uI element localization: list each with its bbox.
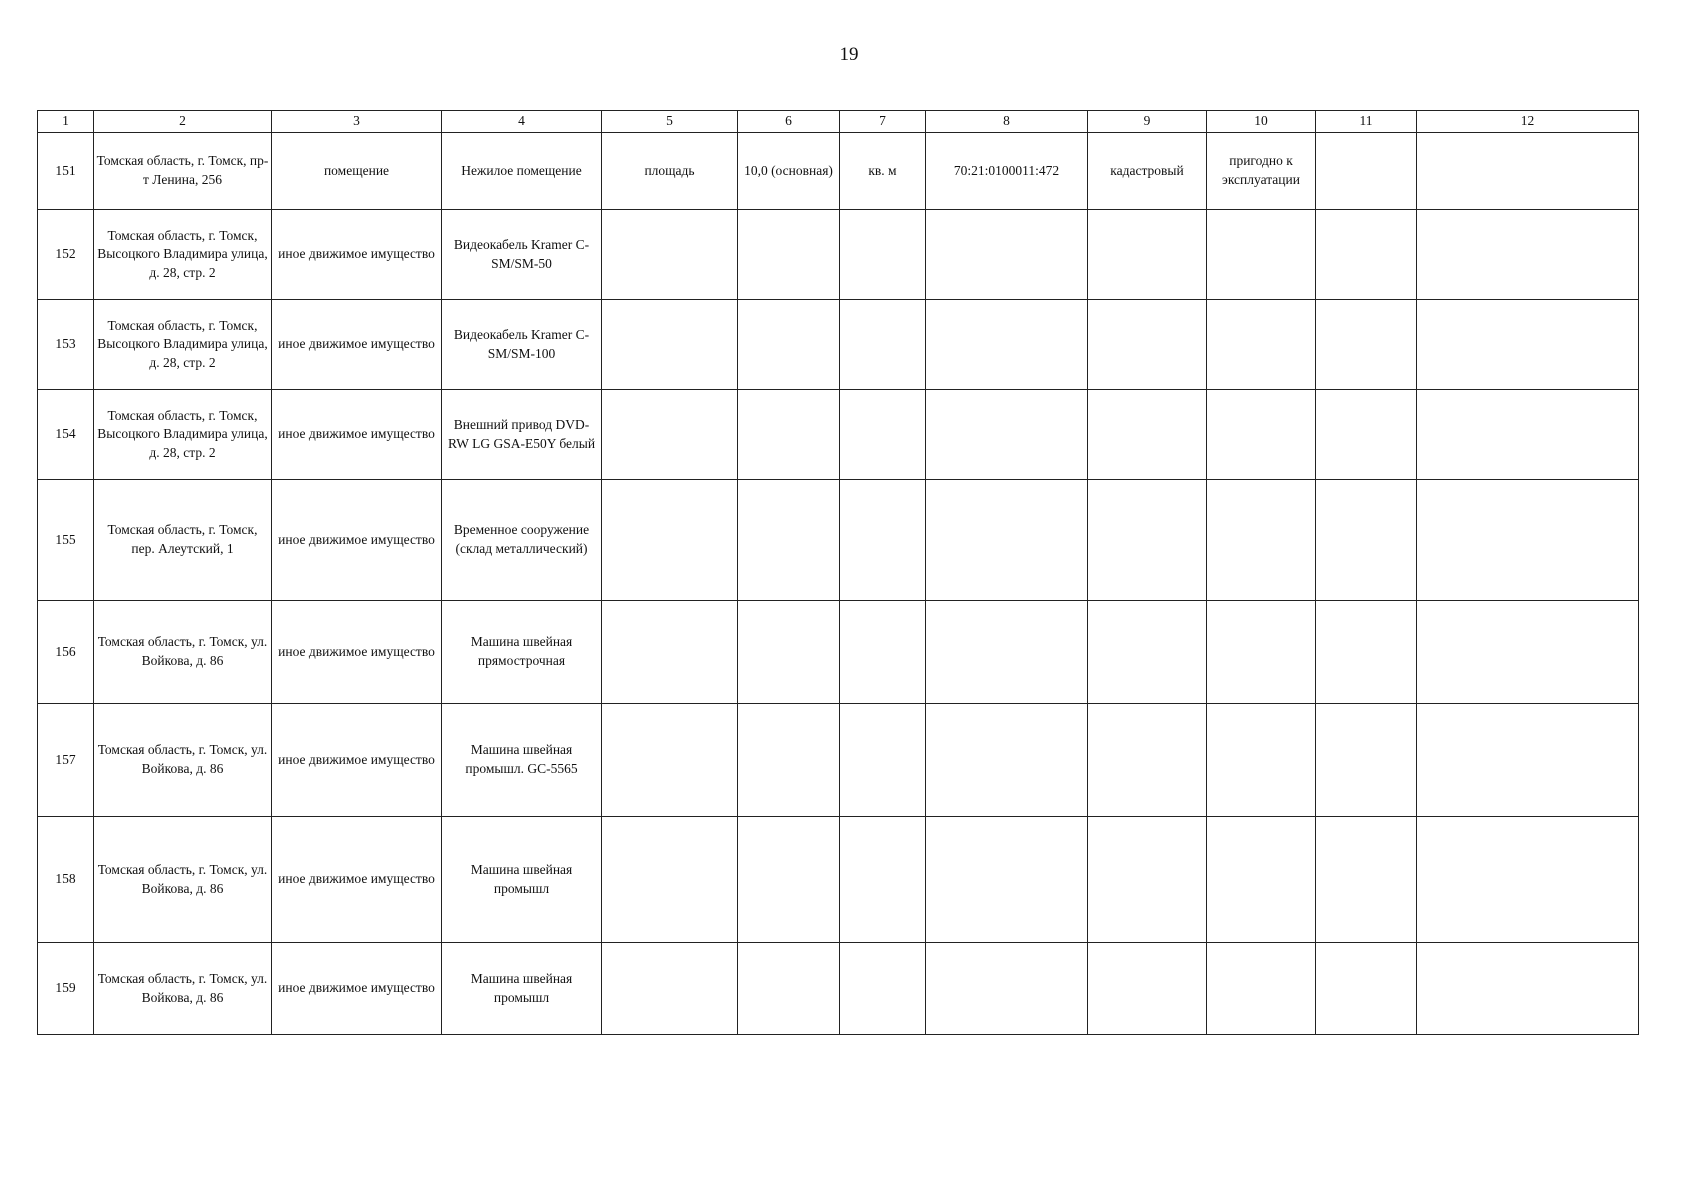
table-cell [1417,817,1639,943]
table-cell [1316,704,1417,817]
table-cell [840,704,926,817]
table-cell: Машина швейная промышл [442,943,602,1035]
column-header: 8 [926,111,1088,133]
table-cell [926,390,1088,480]
table-cell [1316,210,1417,300]
table-cell: 156 [38,601,94,704]
table-cell [1417,601,1639,704]
table-cell [602,390,738,480]
table-cell [1316,480,1417,601]
table-row [38,817,1639,943]
table-cell [926,480,1088,601]
table-cell [1316,390,1417,480]
table-cell: иное движимое имущество [272,817,442,943]
column-header: 12 [1417,111,1639,133]
table-cell: Томская область, г. Томск, Высоцкого Владимира улица, д. 28, стр. 2 [94,300,272,390]
table-cell [1207,480,1316,601]
table-cell: пригодно к эксплуатации [1207,133,1316,210]
table-cell: кадастровый [1088,133,1207,210]
table-cell [1088,601,1207,704]
table-cell: площадь [602,133,738,210]
table-cell [840,210,926,300]
column-header: 3 [272,111,442,133]
table-row [38,601,1639,704]
page-number: 19 [839,44,859,65]
table-cell [1417,210,1639,300]
table-cell: Томская область, г. Томск, Высоцкого Владимира улица, д. 28, стр. 2 [94,390,272,480]
table-cell [926,704,1088,817]
column-header: 10 [1207,111,1316,133]
table-cell [1088,817,1207,943]
table-cell [926,943,1088,1035]
table-cell: Томская область, г. Томск, Высоцкого Владимира улица, д. 28, стр. 2 [94,210,272,300]
table-row [38,133,1639,210]
table-cell [738,390,840,480]
property-registry-table [37,110,1639,1035]
table-cell: Видеокабель Kramer C-SM/SM-100 [442,300,602,390]
table-cell [1316,133,1417,210]
table-cell: 10,0 (основная) [738,133,840,210]
table-cell: Томская область, г. Томск, пр-т Ленина, 256 [94,133,272,210]
table-cell: 152 [38,210,94,300]
table-row [38,480,1639,601]
table-cell [738,601,840,704]
table-cell: кв. м [840,133,926,210]
table-cell [1207,704,1316,817]
table-row [38,210,1639,300]
table-cell [840,480,926,601]
table-cell: иное движимое имущество [272,300,442,390]
table-cell [738,817,840,943]
table-cell: иное движимое имущество [272,480,442,601]
table-cell [1316,817,1417,943]
table-cell [1417,300,1639,390]
table-cell: иное движимое имущество [272,390,442,480]
table-cell [602,601,738,704]
table-cell: Томская область, г. Томск, ул. Войкова, д. 86 [94,601,272,704]
table-cell: 159 [38,943,94,1035]
table-cell [926,210,1088,300]
table-cell: 70:21:0100011:472 [926,133,1088,210]
table-cell: Временное сооружение (склад металлический) [442,480,602,601]
table-cell: иное движимое имущество [272,210,442,300]
table-cell: 153 [38,300,94,390]
column-header: 5 [602,111,738,133]
table-cell [738,480,840,601]
table-cell [1088,390,1207,480]
table-row [38,390,1639,480]
table-row [38,300,1639,390]
table-cell [1088,704,1207,817]
table-cell: иное движимое имущество [272,704,442,817]
table-cell [1207,300,1316,390]
table-cell [1417,704,1639,817]
table-cell [1207,390,1316,480]
table-cell: 158 [38,817,94,943]
table-cell: Машина швейная прямострочная [442,601,602,704]
table-cell [602,817,738,943]
table-cell: 151 [38,133,94,210]
table-cell: Машина швейная промышл [442,817,602,943]
table-cell [602,480,738,601]
table-cell [1316,601,1417,704]
table-cell [602,943,738,1035]
column-header: 2 [94,111,272,133]
table-cell [840,601,926,704]
table-cell [738,943,840,1035]
table-cell [926,601,1088,704]
table-cell [840,300,926,390]
column-header: 6 [738,111,840,133]
table-cell [1207,210,1316,300]
table-cell: Томская область, г. Томск, пер. Алеутский, 1 [94,480,272,601]
table-cell: Нежилое помещение [442,133,602,210]
table-cell: Машина швейная промышл. GC-5565 [442,704,602,817]
table-cell [926,817,1088,943]
table-cell [1088,480,1207,601]
table-cell: 154 [38,390,94,480]
table-cell: Внешний привод DVD-RW LG GSA-E50Y белый [442,390,602,480]
table-cell [1207,601,1316,704]
table-cell [1417,390,1639,480]
table-cell: Томская область, г. Томск, ул. Войкова, д. 86 [94,704,272,817]
table-cell: 155 [38,480,94,601]
column-number-row [38,111,1639,133]
table-cell [738,300,840,390]
table-cell [840,817,926,943]
column-header: 4 [442,111,602,133]
table-cell [1088,943,1207,1035]
table-row [38,704,1639,817]
table-row [38,943,1639,1035]
table-cell: иное движимое имущество [272,943,442,1035]
table-cell [1316,300,1417,390]
table-cell [738,210,840,300]
table-cell: 157 [38,704,94,817]
table-cell [840,390,926,480]
table-cell [926,300,1088,390]
table-cell [1207,943,1316,1035]
table-cell [602,704,738,817]
table-cell [602,300,738,390]
column-header: 7 [840,111,926,133]
table-cell [1316,943,1417,1035]
column-header: 11 [1316,111,1417,133]
table-cell [840,943,926,1035]
column-header: 9 [1088,111,1207,133]
table-cell [1207,817,1316,943]
table-cell: иное движимое имущество [272,601,442,704]
table-cell [738,704,840,817]
table-cell [1417,480,1639,601]
table-cell: Видеокабель Kramer C-SM/SM-50 [442,210,602,300]
table-cell [1417,943,1639,1035]
table-cell [602,210,738,300]
column-header: 1 [38,111,94,133]
table-cell: помещение [272,133,442,210]
table-cell [1417,133,1639,210]
table-cell [1088,300,1207,390]
table-cell: Томская область, г. Томск, ул. Войкова, д. 86 [94,943,272,1035]
table-cell: Томская область, г. Томск, ул. Войкова, д. 86 [94,817,272,943]
table-cell [1088,210,1207,300]
